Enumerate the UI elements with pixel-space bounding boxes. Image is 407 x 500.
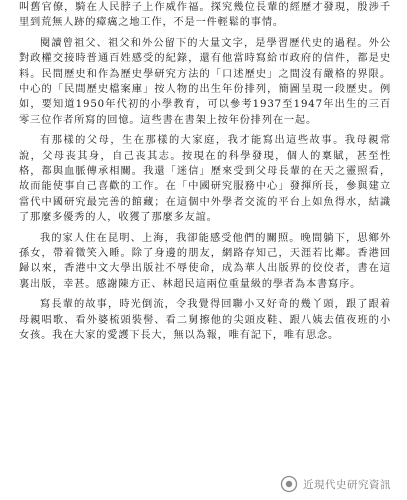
watermark	[280, 475, 391, 493]
circle-logo-icon	[280, 475, 298, 493]
paragraph-3: 有那樣的父母，生在那樣的大家庭，我才能寫出這些故事。我母親常說，父母丧其身，自己丧其志。按現在的科學發現，個人的稟賦，甚至性格，都與血脈傳承相關。我還「迷信」歷來受到父母長輩的在天之靈照看，故而能使事自己喜歡的工作。在「中國研究服務中心」發揮所長，參與建立當代中國研究最完善的館藏；在這個中外學者交流的平台上如魚得水，結識了那麼多優秀的人，收獲了那麼多友誼。	[19, 135, 391, 223]
paragraph-5: 寫長輩的故事，時光倒流，令我覺得回聯小又好奇的幾丫頭，跟了跟着母親唱歌、看外婆梳頭裝髻、看二舅擦他的尖頭皮鞋、跟八姨去值夜班的小女孩。我在大家的愛護下長大，無以為報，唯有記下，唯有思念。	[19, 299, 391, 341]
paragraph-1: 叫舊官僚，騎在人民脖子上作威作福。探究幾位長輩的經歷才發現，殷涉千里到荒無人跡的瘴癘之地工作，不是一件輕鬆的事情。	[19, 2, 391, 29]
watermark-label: 近現代史研究資訊	[303, 478, 391, 491]
document-page	[19, 0, 391, 470]
paragraph-4: 我的家人住在昆明、上海，我卻能感受他們的關照。晚間躺下，思鄉外孫女，帶着微笑入睡。除了身邊的朋友，網路存知己，天涯若比鄰。香港回歸以來，香港中文大學出版社不辱使命，成為華人出版界的佼佼者，書在這裏出版，幸甚。感謝陳方正、林超民這兩位重量級的學者為本書寫序。	[19, 232, 391, 290]
paragraph-2: 閱讀曾祖父、祖父和外公留下的大量文字，是學習歷代史的過程。外公對政權交接時普通百姓感受的紀錄，還有他當時寫給市政府的信件，都是史料。民間歷史和作為歷史學研究方法的「口述歷史」之間沒有嚴格的界限。中心的「民間歷史檔案庫」按人物的出生年份排列，簡圖呈現一段歷史。例如，要知道1950年代初的小學教育，可以參考1937至1947年出生的三百零三位作者所寫的回憶。這些書在書架上按年份排列在一起。	[19, 38, 391, 126]
